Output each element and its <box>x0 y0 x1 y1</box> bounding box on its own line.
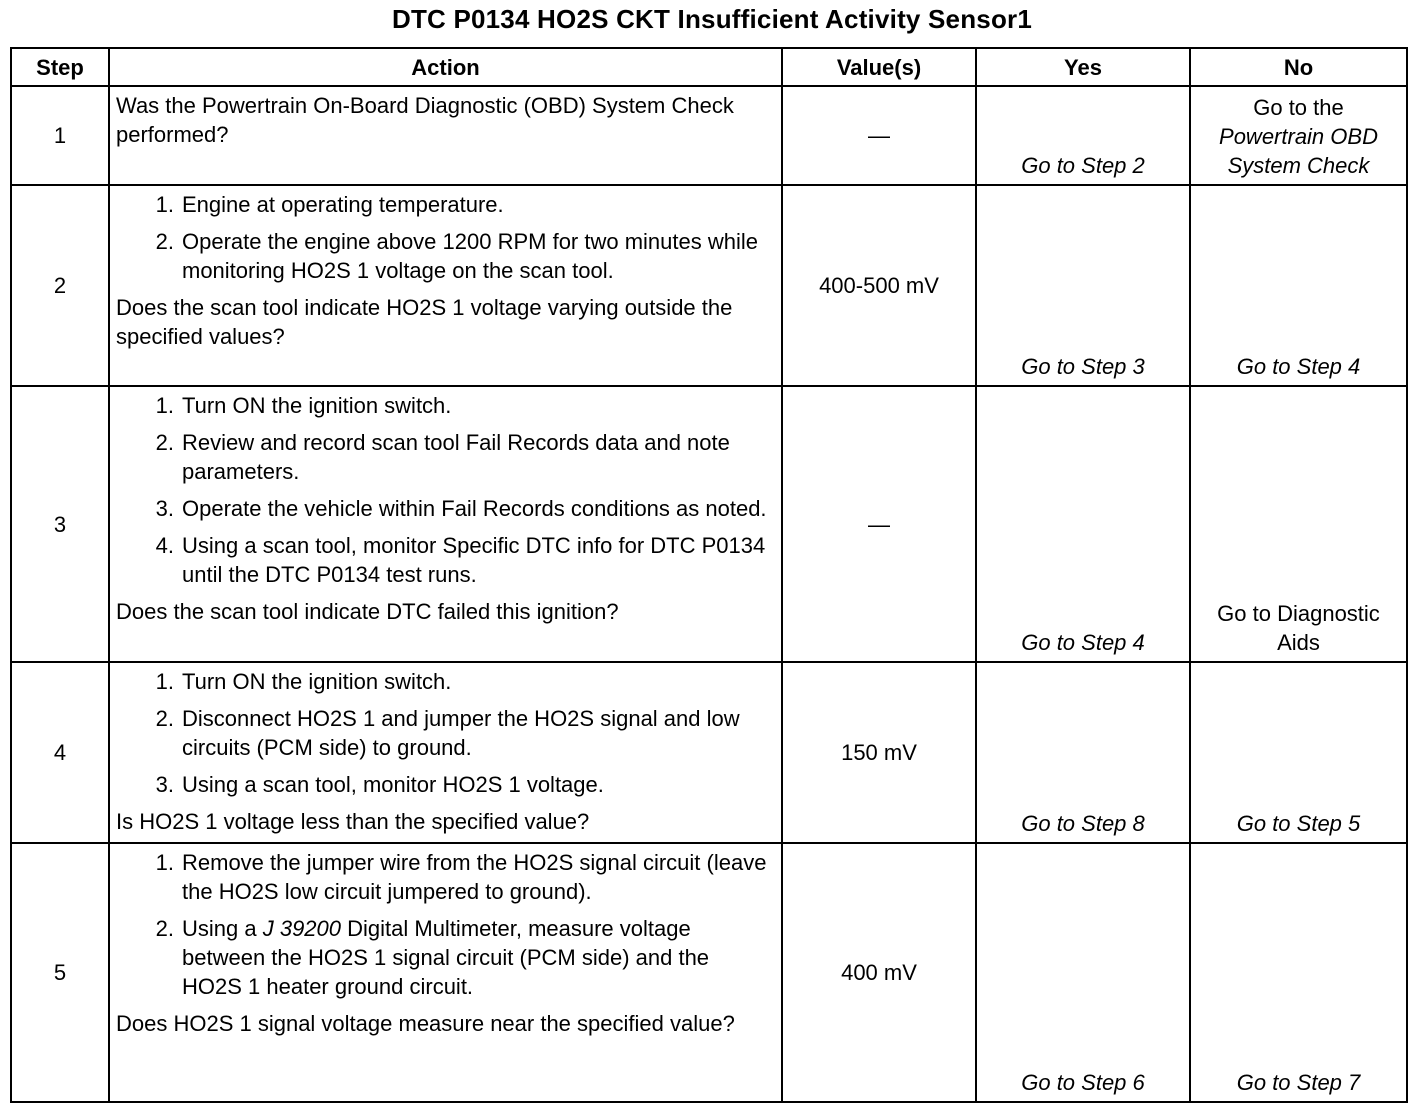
action-question: Does the scan tool indicate HO2S 1 voltage varying outside the specified values? <box>116 295 733 349</box>
value-cell: 150 mV <box>782 662 976 843</box>
action-item: 2. Disconnect HO2S 1 and jumper the HO2S signal and low circuits (PCM side) to ground. <box>155 706 740 760</box>
no-cell: Go to Step 7 <box>1190 843 1407 1102</box>
action-item: 1. Remove the jumper wire from the HO2S signal circuit (leave the HO2S low circuit jumpered to ground). <box>155 850 767 904</box>
yes-cell: Go to Step 2 <box>976 86 1190 185</box>
table-header-row <box>11 48 1407 86</box>
value-cell: — <box>782 86 976 185</box>
value-cell: — <box>782 386 976 662</box>
no-cell: Go to Step 4 <box>1190 185 1407 386</box>
action-question: Is HO2S 1 voltage less than the specified value? <box>116 809 590 834</box>
action-item: 2. Using a J 39200 Digital Multimeter, measure voltage between the HO2S 1 signal circuit (PCM side) and the HO2S 1 heater ground circuit. <box>155 916 710 999</box>
action-cell <box>109 386 782 662</box>
header-yes: Yes <box>976 48 1190 86</box>
action-question: Was the Powertrain On-Board Diagnostic (OBD) System Check performed? <box>116 93 734 147</box>
page-title: DTC P0134 HO2S CKT Insufficient Activity Sensor1 <box>391 4 1033 34</box>
diagnostic-table <box>10 47 1408 1103</box>
step-number: 3 <box>11 386 109 662</box>
header-action: Action <box>109 48 782 86</box>
action-item: 3. Operate the vehicle within Fail Records conditions as noted. <box>155 496 767 521</box>
step-number: 1 <box>11 86 109 185</box>
yes-cell: Go to Step 6 <box>976 843 1190 1102</box>
action-question: Does HO2S 1 signal voltage measure near the specified value? <box>116 1011 735 1036</box>
value-cell: 400-500 mV <box>782 185 976 386</box>
no-cell <box>1190 86 1407 185</box>
no-link-text: Powertrain OBD System Check <box>1219 124 1378 178</box>
table-row <box>11 843 1407 1102</box>
yes-cell: Go to Step 4 <box>976 386 1190 662</box>
step-number: 2 <box>11 185 109 386</box>
table-row <box>11 185 1407 386</box>
action-cell <box>109 185 782 386</box>
action-cell <box>109 843 782 1102</box>
action-item: 4. Using a scan tool, monitor Specific DTC info for DTC P0134 until the DTC P0134 test runs. <box>155 533 766 587</box>
table-row <box>11 86 1407 185</box>
action-question: Does the scan tool indicate DTC failed this ignition? <box>116 599 619 624</box>
action-cell <box>109 662 782 843</box>
action-item: 2. Review and record scan tool Fail Records data and note parameters. <box>155 430 730 484</box>
no-prefix: Go to the <box>1253 95 1344 120</box>
action-item: 2. Operate the engine above 1200 RPM for two minutes while monitoring HO2S 1 voltage on the scan tool. <box>155 229 758 283</box>
yes-cell: Go to Step 3 <box>976 185 1190 386</box>
action-item: 1. Turn ON the ignition switch. <box>155 393 452 418</box>
step-number: 5 <box>11 843 109 1102</box>
action-item: 1. Engine at operating temperature. <box>155 192 504 217</box>
header-no: No <box>1190 48 1407 86</box>
value-cell: 400 mV <box>782 843 976 1102</box>
no-cell: Go to Diagnostic Aids <box>1190 386 1407 662</box>
header-values: Value(s) <box>782 48 976 86</box>
action-item: 3. Using a scan tool, monitor HO2S 1 voltage. <box>155 772 604 797</box>
step-number: 4 <box>11 662 109 843</box>
table-row <box>11 386 1407 662</box>
tool-name: J 39200 <box>262 916 342 941</box>
yes-cell: Go to Step 8 <box>976 662 1190 843</box>
no-cell: Go to Step 5 <box>1190 662 1407 843</box>
action-item: 1. Turn ON the ignition switch. <box>155 669 452 694</box>
header-step: Step <box>11 48 109 86</box>
table-row <box>11 662 1407 843</box>
action-cell <box>109 86 782 185</box>
